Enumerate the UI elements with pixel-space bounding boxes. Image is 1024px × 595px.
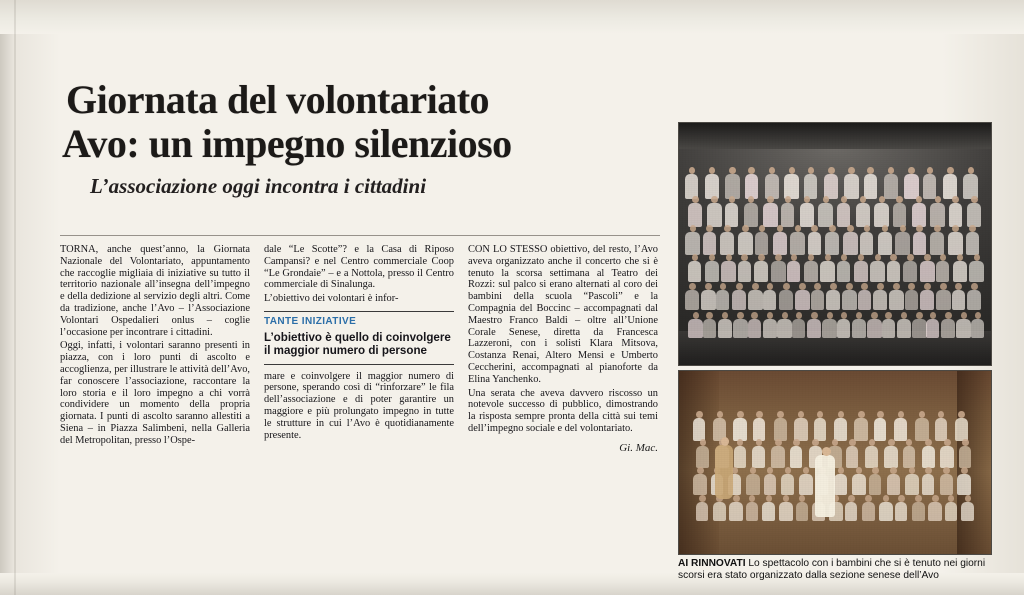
pull-quote-kicker: TANTE INIZIATIVE — [264, 315, 357, 327]
headline-divider — [60, 235, 660, 236]
headline-block — [62, 77, 656, 198]
paragraph: Una serata che aveva davvero riscosso un notevole successo di pubblico, dimostrando la risposta sempre pronta della città sui temi dell’impegno sociale e del volontariato. — [468, 387, 658, 434]
article-clipping — [18, 30, 1004, 581]
headline-line-2: Avo: un impegno silenzioso — [62, 121, 512, 166]
paragraph: Oggi, infatti, i volontari saranno presenti in piazza, con i loro punti di ascolto e accoglienza, per illustrare le attività dell’Avo, far conoscere l’associazione, raccontare la loro storia e il loro impegno a chi vorrà condividere un momento della propria giornata. I punti di ascolto saranno allestiti a Siena – in Piazza Salimbeni, nella Galleria del Metropolitan, presso l’Ospe- — [60, 340, 250, 446]
byline: Gi. Mac. — [619, 441, 658, 454]
paragraph: L’obiettivo dei volontari è infor- — [264, 293, 399, 305]
column-3 — [468, 244, 658, 455]
page-left-edge — [14, 0, 16, 595]
body-columns — [60, 244, 668, 455]
paragraph: dale “Le Scotte”? e la Casa di Riposo Campansi? e nel Centro commerciale Coop “Le Grondaie” – e a Nottola, presso il Centro commerciale di Sinalunga. — [264, 244, 454, 291]
caption-text: Lo spettacolo con i bambini che si è tenuto nei giorni scorsi era stato organizzato dalla sezione senese dell’Avo — [678, 558, 986, 581]
subheadline: L’associazione oggi incontra i cittadini — [90, 174, 427, 198]
paragraph: mare e coinvolgere il maggior numero di persone, sperando così di “rinforzare” le fila dell’associazione e di poter garantire un maggiore e più prolungato impegno in tutte le strutture in cui l’Avo è quotidianamente presente. — [264, 370, 454, 441]
pull-quote-text: L’obiettivo è quello di coinvolgere il maggior numero di persone — [264, 330, 451, 358]
column-1 — [60, 244, 250, 455]
headline-line-1: Giornata del volontariato — [66, 77, 490, 122]
scan-top-edge — [0, 0, 1024, 34]
column-2 — [264, 244, 454, 455]
photo-caption — [678, 558, 990, 582]
paragraph: TORNA, anche quest’anno, la Giornata Nazionale del Volontariato, appuntamento che raccoglie migliaia di iniziative su tutto il territorio nazionale all’insegna dell’impegno e della dedizione al servizio degli altri. Come da tradizione, anche l’Avo – l’Associazione Volontari Ospedalieri onlus – coglie l’occasione per incontrare i cittadini. — [60, 244, 250, 338]
caption-lead: AI RINNOVATI — [678, 558, 746, 569]
pull-quote-box — [264, 311, 454, 365]
paragraph: CON LO STESSO obiettivo, del resto, l’Avo aveva organizzato anche il concerto che si è tenuto la scorsa settimana al Teatro dei Rozzi: sul palco si erano alternati al coro dei bambini della scuola “Pascoli” e la Compagnia del Boccinc – accompagnati dal Maestro Franco Baldi – oltre all’Unione Corale Senese, diretta da Francesca Lazzeroni, con i solisti Klara Mitsova, Costanza Renai, Altero Mensi e Umberto Ceccherini, accompagnati al pianoforte da Elina Yanchenko. — [468, 244, 658, 385]
photo-children-choir-dark — [678, 122, 992, 366]
page-title — [62, 77, 656, 166]
photo-choir-warm-stage — [678, 370, 992, 555]
